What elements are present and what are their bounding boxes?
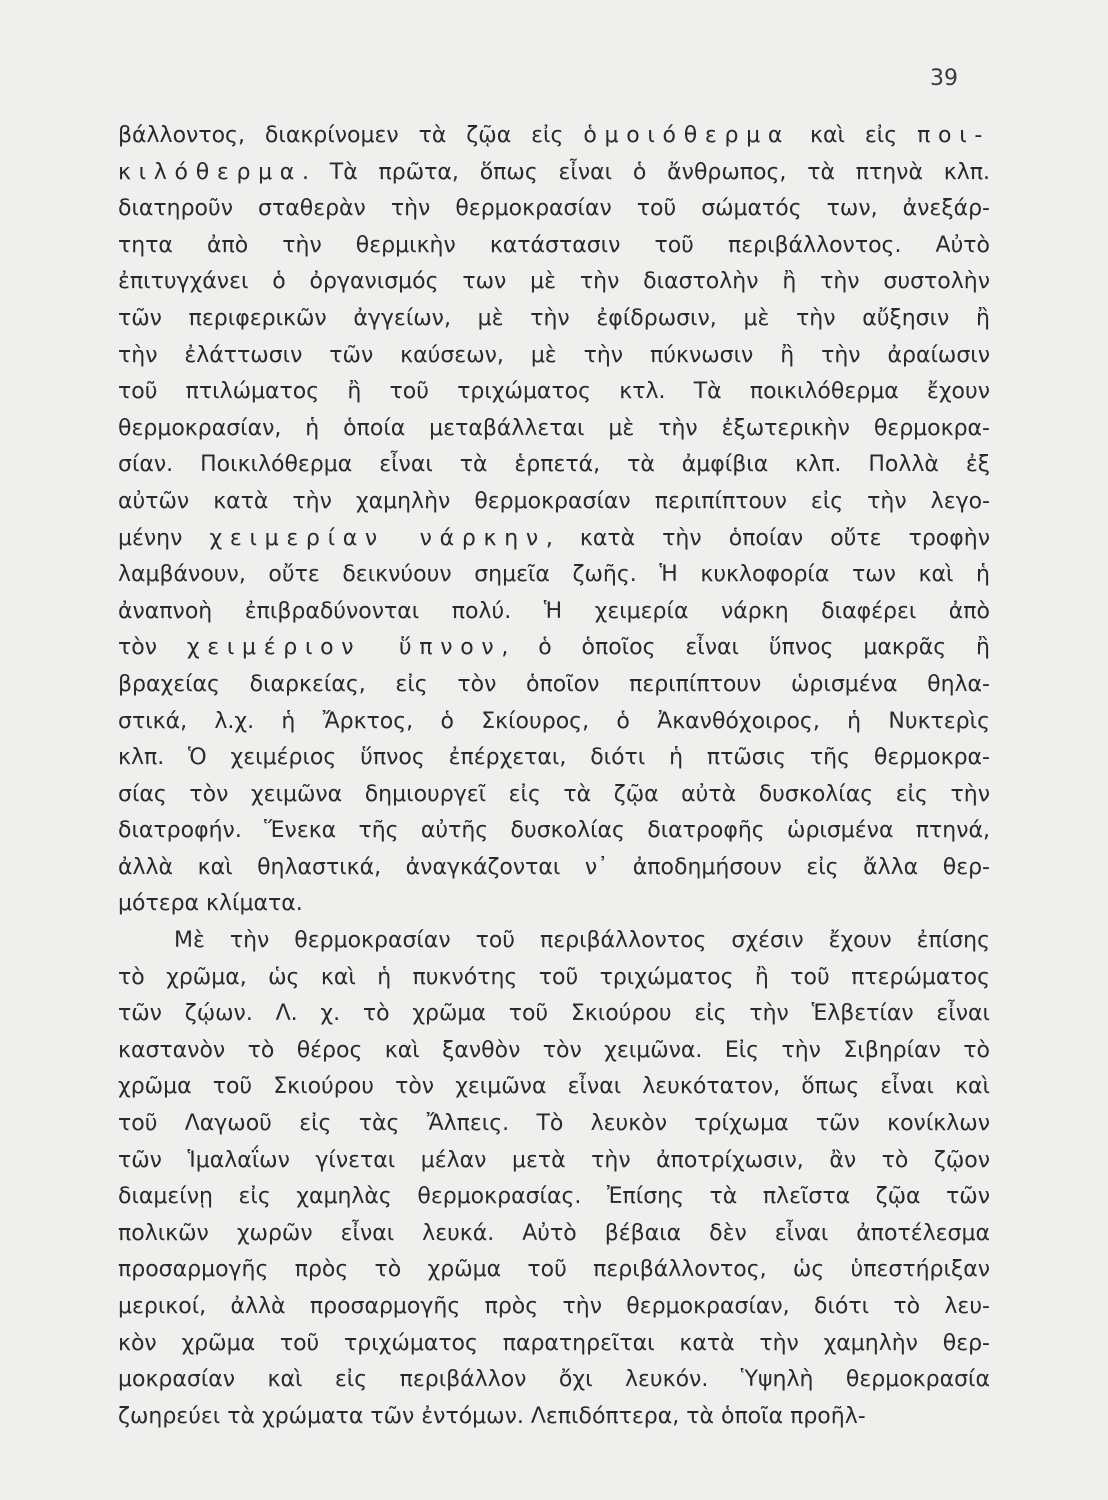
text-run: διαμείνῃ εἰς χαμηλὰς θερμοκρασίας. Ἐπίσης τὰ πλεῖστα ζῷα τῶν [118, 1184, 990, 1210]
text-run: στικά, λ.χ. ἡ Ἄρκτος, ὁ Σκίουρος, ὁ Ἀκανθόχοιρος, ἡ Νυκτερὶς [118, 708, 990, 734]
text-line [118, 301, 990, 338]
text-run: πολικῶν χωρῶν εἶναι λευκά. Αὐτὸ βέβαια δὲν εἶναι ἀποτέλεσμα [118, 1220, 990, 1246]
text-line [118, 886, 990, 923]
text-run: μένην [118, 525, 210, 551]
text-run: τῶν Ἱμαλαΐων γίνεται μέλαν μετὰ τὴν ἀποτρίχωσιν, ἂν τὸ ζῷον [118, 1147, 990, 1173]
line-content [118, 1038, 990, 1063]
line-content [118, 635, 990, 660]
text-run: ἀναπνοὴ ἐπιβραδύνονται πολύ. Ἡ χειμερία νάρκη διαφέρει ἀπὸ [118, 598, 990, 624]
line-content [118, 489, 990, 514]
spaced-term: ὁμοιόθερμα [583, 123, 791, 148]
text-line [118, 850, 990, 887]
text-line [118, 411, 990, 448]
text-line [118, 996, 990, 1033]
line-content [118, 1074, 990, 1099]
text-run: μότερα κλίματα. [118, 891, 303, 917]
text-line [118, 1179, 990, 1216]
text-line [118, 1326, 990, 1363]
line-content [118, 526, 990, 551]
line-content [118, 818, 990, 843]
line-content [118, 891, 303, 916]
body-text [118, 118, 990, 1435]
text-line [118, 923, 990, 960]
text-run: μοκρασίαν καὶ εἰς περιβάλλον ὄχι λευκόν. Ὑψηλὴ θερμοκρασία [118, 1367, 990, 1393]
text-line [118, 521, 990, 558]
line-content [118, 379, 990, 404]
text-run: Μὲ τὴν θερμοκρασίαν τοῦ περιβάλλοντος σχέσιν ἔχουν ἐπίσης [174, 928, 990, 954]
line-content [118, 196, 990, 221]
line-content [118, 1001, 990, 1026]
line-content [118, 1331, 990, 1356]
text-run: καὶ εἰς [790, 123, 918, 148]
text-line [118, 630, 990, 667]
line-content [118, 562, 990, 587]
text-line [118, 777, 990, 814]
line-content [118, 160, 990, 185]
text-run: τὴν ἐλάττωσιν τῶν καύσεων, μὲ τὴν πύκνωσιν ἢ τὴν ἀραίωσιν [118, 342, 990, 368]
text-run: διατροφήν. Ἕνεκα τῆς αὐτῆς δυσκολίας διατροφῆς ὡρισμένα πτηνά, [118, 818, 990, 844]
text-line [118, 960, 990, 997]
paragraph-2 [118, 923, 990, 1435]
line-content [118, 416, 990, 441]
text-line [118, 1362, 990, 1399]
text-line [118, 557, 990, 594]
line-content [118, 965, 990, 990]
text-line [118, 374, 990, 411]
text-line [118, 1033, 990, 1070]
text-run: θερμοκρασίαν, ἡ ὁποία μεταβάλλεται μὲ τὴν ἐξωτερικὴν θερμοκρα- [118, 415, 990, 441]
text-run: μερικοί, ἀλλὰ προσαρμογῆς πρὸς τὴν θερμοκρασίαν, διότι τὸ λευ- [118, 1294, 990, 1319]
text-line [118, 155, 990, 192]
text-run: βραχείας διαρκείας, εἰς τὸν ὁποῖον περιπίπτουν ὡρισμένα θηλα- [118, 671, 990, 697]
text-run: τοῦ πτιλώματος ἢ τοῦ τριχώματος κτλ. Τὰ ποικιλόθερμα ἔχουν [118, 379, 990, 405]
line-content [118, 1221, 990, 1246]
line-content [118, 782, 990, 807]
line-content [118, 599, 990, 624]
line-content [118, 1257, 990, 1282]
text-line [118, 118, 990, 155]
line-content [174, 928, 990, 953]
line-content [118, 1367, 990, 1392]
text-run: τῶν περιφερικῶν ἀγγείων, μὲ τὴν ἐφίδρωσιν, μὲ τὴν αὔξησιν ἢ [118, 305, 990, 331]
text-run: χρῶμα τοῦ Σκιούρου τὸν χειμῶνα εἶναι λευκότατον, ὅπως εἶναι καὶ [118, 1074, 990, 1100]
text-line [118, 447, 990, 484]
line-content [118, 343, 990, 368]
text-line [118, 813, 990, 850]
text-run: ἐπιτυγχάνει ὁ ὀργανισμός των μὲ τὴν διαστολὴν ἢ τὴν συστολὴν [118, 269, 990, 295]
text-line [118, 1216, 990, 1253]
text-run: διατηροῦν σταθερὰν τὴν θερμοκρασίαν τοῦ σώματός των, ἀνεξάρ- [118, 196, 990, 222]
text-line [118, 1069, 990, 1106]
text-run: αὐτῶν κατὰ τὴν χαμηλὴν θερμοκρασίαν περιπίπτουν εἰς τὴν λεγο- [118, 488, 990, 514]
text-line [118, 594, 990, 631]
text-run: καστανὸν τὸ θέρος καὶ ξανθὸν τὸν χειμῶνα. Εἰς τὴν Σιβηρίαν τὸ [118, 1037, 990, 1063]
text-run: , κατὰ τὴν ὁποίαν οὔτε τροφὴν [545, 525, 990, 551]
text-run: σίας τὸν χειμῶνα δημιουργεῖ εἰς τὰ ζῷα αὐτὰ δυσκολίας εἰς τὴν [118, 781, 990, 807]
text-line [118, 740, 990, 777]
text-run: , ὁ ὁποῖος εἶναι ὕπνος μακρᾶς ἢ [501, 635, 990, 661]
paragraph-1 [118, 118, 990, 923]
text-line [118, 1106, 990, 1143]
line-content [118, 855, 990, 880]
line-content [118, 1148, 990, 1173]
spaced-term: χειμέριον ὕπνον [186, 635, 502, 661]
text-run: κλπ. Ὁ χειμέριος ὕπνος ἐπέρχεται, διότι ἡ πτῶσις τῆς θερμοκρα- [118, 745, 990, 771]
line-content [118, 1184, 990, 1209]
text-run: . Τὰ πρῶτα, ὅπως εἶναι ὁ ἄνθρωπος, τὰ πτηνὰ κλπ. [302, 159, 990, 185]
line-content [118, 672, 990, 697]
text-run: βάλλοντος, διακρίνομεν τὰ ζῷα εἰς [118, 123, 584, 148]
text-run: προσαρμογῆς πρὸς τὸ χρῶμα τοῦ περιβάλλοντος, ὡς ὑπεστήριξαν [118, 1257, 990, 1283]
text-line [118, 1252, 990, 1289]
text-run: ἀλλὰ καὶ θηλαστικά, ἀναγκάζονται ν᾽ ἀποδημήσουν εἰς ἄλλα θερ- [118, 854, 990, 880]
text-run: τοῦ Λαγωοῦ εἰς τὰς Ἄλπεις. Τὸ λευκὸν τρίχωμα τῶν κονίκλων [118, 1111, 990, 1137]
text-run: τῶν ζῴων. Λ. χ. τὸ χρῶμα τοῦ Σκιούρου εἰς τὴν Ἑλβετίαν εἶναι [118, 1001, 990, 1027]
spaced-term: κιλόθερμα [118, 159, 303, 185]
text-line [118, 1143, 990, 1180]
line-content [118, 1294, 990, 1319]
spaced-term: χειμερίαν νάρκην [209, 525, 546, 551]
text-line [118, 191, 990, 228]
line-content [118, 709, 990, 734]
line-content [118, 1111, 990, 1136]
spaced-term: ποι- [917, 123, 990, 148]
text-run: ζωηρεύει τὰ χρώματα τῶν ἐντόμων. Λεπιδόπτερα, τὰ ὁποῖα προῆλ- [118, 1403, 866, 1429]
text-run: τητα ἀπὸ τὴν θερμικὴν κατάστασιν τοῦ περιβάλλοντος. Αὐτὸ [118, 232, 990, 258]
text-line [118, 228, 990, 265]
line-content [118, 269, 990, 294]
line-content [118, 306, 990, 331]
line-content [118, 1404, 866, 1429]
text-line [118, 667, 990, 704]
text-run: τὸν [118, 635, 187, 661]
text-run: τὸ χρῶμα, ὡς καὶ ἡ πυκνότης τοῦ τριχώματος ἢ τοῦ πτερώματος [118, 964, 990, 990]
text-line [118, 338, 990, 375]
page-number: 39 [930, 66, 958, 91]
text-line [118, 484, 990, 521]
line-content [118, 452, 990, 477]
line-content [118, 233, 990, 258]
line-content [118, 123, 990, 148]
text-run: κὸν χρῶμα τοῦ τριχώματος παρατηρεῖται κατὰ τὴν χαμηλὴν θερ- [118, 1330, 990, 1356]
text-run: λαμβάνουν, οὔτε δεικνύουν σημεῖα ζωῆς. Ἡ κυκλοφορία των καὶ ἡ [118, 562, 990, 588]
text-line [118, 1399, 990, 1436]
text-run: σίαν. Ποικιλόθερμα εἶναι τὰ ἑρπετά, τὰ ἀμφίβια κλπ. Πολλὰ ἐξ [118, 452, 990, 478]
text-line [118, 704, 990, 741]
line-content [118, 745, 990, 770]
text-line [118, 1289, 990, 1326]
text-line [118, 264, 990, 301]
